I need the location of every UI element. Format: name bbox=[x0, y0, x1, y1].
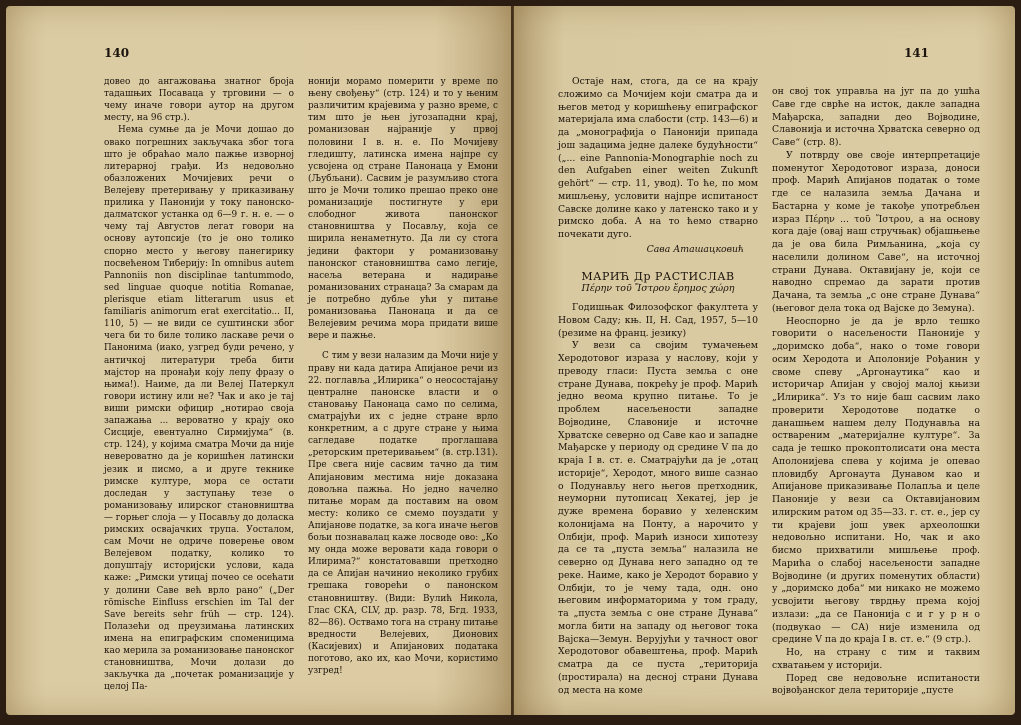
paragraph: У вези са својим тумачењем Херодотовог израза у наслову, који у преводу гласи: Пуста земља с оне стране Дунава, покрећу је проф. Марић једно веома крупно питање. То је проблем насељености западне Војводине, Славоније и источне Хрватске северно од Саве као и западне Мађарске у периоду од средине V па до краја I в. ст. е. Сматрајући да је „отац историје“, Херодот, много више сазнао о Подунављу него његов претходник, неуморни путописац Хекатеј, јер је дуже времена боравио у хеленским колонијама на Понту, а нарочито у Олбији, проф. Марић износи хипотезу да се та „пуста земља“ налазила не северно од Дунава него западно од те реке. Наиме, како је Херодот боравио у Олбији, то је чему тада, одн. оно његовим информаторима у том граду, та „пуста земља с оне стране Дунава“ могла бити на западу од његовог тока Вајска—Земун. Верујући у тачност овог Херодотовог обавештења, проф. Марић сматра да се пуста „територија (простирала) на десној страни Дунава од места на коме bbox=[558, 340, 758, 696]
paragraph: Неоспорно је да је врло тешко говорити о насељености Паноније у „доримско доба“, нако о томе говори осим Херодота и Аполоније Рођанин у своме спеву „Аргонаутика“ као и историчар Апијан у својој малој књизи „Илирика“. Уз то није баш сасвим лако проверити Херодотове податке о данашњем нашем делу Подунавља на оствареним „материјалне културе“. За сада је тешко прокоптолисати она места Аполонијева спева у којима је опевао пловидбу Аргонаута Дунавом као и Апијанове приказивање Полапља и целе Паноније у вези са Октавијановим илирским ратом од 35—33. г. ст. е., јер су ти крајеви још увек археолошки недовољно испитани. Но, чак и ако бисмо прихватили мишљење проф. Марића о слабој насељености западне Војводине (и других поменутих области) у „доримско доба“ ми никако не можемо усвојити његову тврдњу према којој излази: „да се Панонија с и г у р н о (подвукао — СА) није изменила од средине V па до краја I в. ст. е.“ (9 стр.). bbox=[772, 315, 980, 646]
review-title: Πέρην τοῦ Ἴστρου ἔρημος χώρη bbox=[581, 283, 735, 295]
paragraph: Но, на страну с тим и таквим схватањем у историји. bbox=[772, 647, 980, 671]
paragraph: С тим у вези налазим да Мочи није у праву ни када датира Апијаное речи из 22. поглавља „Илирика“ о неосостајању централне панонске власти и о становању Панонаца само по селима, сматрајући их с једне стране врло конкретним, а с друге стране у њима сагледаве податке проглашава „реторским претеривањем“ (в. стр.131). Пре свега није сасвим тачно да тим Апијановим местима није доказана довољна пажња. Но једно начелно питање морам да поставим на овом месту: колико се смемо поуздати у Апијанове податке, за кога иначе његов бољи познавалац каже лосводе ово: „Ко му онда може веровати када говори о Илирима?“ констатовавши претходно да се Апијан начинио неколико грубих грешака говорећи о панонском становништву. (Види: Вулић Никола, Глас СКА, CLV, др. разр. 78, Бгд. 1933, 82—86). Оствамо тога на страну питање вредности Велејевих, Дионових (Касијевих) и Апијанових података поготово, ако их, као Мочи, користимо узгред! bbox=[308, 351, 498, 677]
left-page-number: 140 bbox=[104, 46, 130, 60]
paragraph: он свој ток управља на југ па до ушћа Саве где сврће на исток, дакле западна Мађарска, западни део Војводине, Славонија и источна Хрватска северно од Саве“ (стр. 8). bbox=[772, 86, 980, 148]
paragraph: Остаје нам, стога, да се на крају сложимо са Мочијем који сматра да и његов метод у коришћењу епиграфског материјала има слабости (стр. 143—6) и да „монографија о Панонији припада још задацима једне далеке будућности“ („... eine Pannonia-Monographie noch zu den Aufgaben einer weiten Zukunft gehört“ — стр. 11, увод). То ће, по мом мишљењу, условити најпре испитаност Савске долине како у латенско тако и у римско доба. А на то ћемо стварно почекати дуго. bbox=[558, 76, 758, 240]
right-page bbox=[514, 6, 1015, 715]
paragraph: нонији морамо померити у време по њену свођењу“ (стр. 124) и то у њеним различитим крајевима у разно време, с тим што је њен југозападни крај, романизован најраније у првој половини I в. н. е. По Мочијеву гледишту, латинска имена најпре су усвојена од стране Панонаца у Емони (Љубљани). Сасвим је разумљиво стога што је Мочи толико прешао преко оне романизације постигнуте у ери слободног живота панонског становништва у Посављу, која се ширила ненаметнуто. Да ли су стога једини фактори у романизовању панонског становништва само легије, насеља ветерана и надирање романизованих странаца? За смарам да је потребно дубље ући у питање романизовања Панонаца и да се Велејевим речима мора придати више вере и пажње. bbox=[308, 77, 498, 342]
signature: Сава Аташацковић bbox=[646, 243, 744, 255]
paragraph: довео до ангажовања знатног броја тадашњих Посаваца у трговини — о чему иначе говори аутор на другом месту, на 96 стр.). bbox=[104, 77, 294, 124]
right-page-number: 141 bbox=[903, 46, 929, 60]
paragraph: Поред све недовољне испитаности војвођанског дела територије „пусте bbox=[772, 672, 980, 697]
review-source: Годишњак Филозофског факултета у Новом Саду; књ. II, Н. Сад, 1957, 5—10 (резиме на франц. језику) bbox=[558, 302, 758, 339]
left-column-2 bbox=[308, 76, 498, 677]
left-column-1 bbox=[104, 76, 294, 694]
paragraph: У потврду ове своје интерпретације поменутог Херодотовог израза, доноси проф. Марић Апијанов податак о томе где се налазила земља Дачана и Бастарна у коме је такође употребљен израз Πέρην ... τοῦ Ἴστρου, а на основу кога даје (овај наш стручњак) објашњење да је ова била Римљанина, „која су населили долином Саве“, на источној страни Дунава. Октавијану је, који се наводно спремао да зарати против Дачана, та земља „с оне стране Дунава“ (његовог дела тока од Вајске до Земуна). bbox=[772, 149, 980, 314]
right-column-2 bbox=[772, 86, 980, 698]
paragraph: Нема сумње да је Мочи дошао до овако погрешних закључака због тога што је обраћао мало пажње изворној литерарној грађи. Из недовољно обазложених Мочијевих речи о Велејеву претеривању у приказивању прилика у Панонији у току панонско-далматског устанка од 6—9 г. н. е. — о чему тај Августов легат говори на основу аутопсије (то је оно толико спорно место у његову панегирику посвећеном Тиберију: In omnibus autem Pannoniis non disciplinae tantummodo, sed linguae quoque notitia Romanae, plerisque etiam litterarum usus et familiaris animorum erat exercitatio... II, 110, 5) — не види се суштински због чега би то биле толико ласкаве речи о Панонима (иако, узгред буди речено, у античкој литератури треба бити мајстор на пронађи коју лепу фразу о њима!). Наиме, да ли Велеј Патеркул говори истину или не? Чак и ако је тај виши римски официр „нотирао своја запажања ... вероватно у крају око Сисције, евентуално Сирмијума“ (в. стр. 124), у којима сматра Мочи да није невероватно да је коришћен латински језик и писмо, а и друге текнике римске културе, мора се остати доследан у заступању тезе о романизовању илирског становништва — горњег слоја — у Посављу до доласка римских освајачких трупа. Уосталом, сам Мочи не одриче поверење овом Велејевом податку, колико то допуштају историјски услови, када каже: „Римски утицај почео се осећати у долини Саве већ врло рано“ („Der römische Einfluss erschien im Tal der Save bereits sehr früh — стр. 124). Полазећи од преузимања латинских имена на епиграфским споменицима као мерила за романизовање панонског становништва, Мочи долази до закључка да „почетак романизације у целој Па- bbox=[104, 125, 294, 693]
left-page bbox=[6, 6, 511, 715]
right-column-1 bbox=[558, 76, 758, 697]
review-author: МАРИЋ Др РАСТИСЛАВ bbox=[581, 269, 735, 283]
